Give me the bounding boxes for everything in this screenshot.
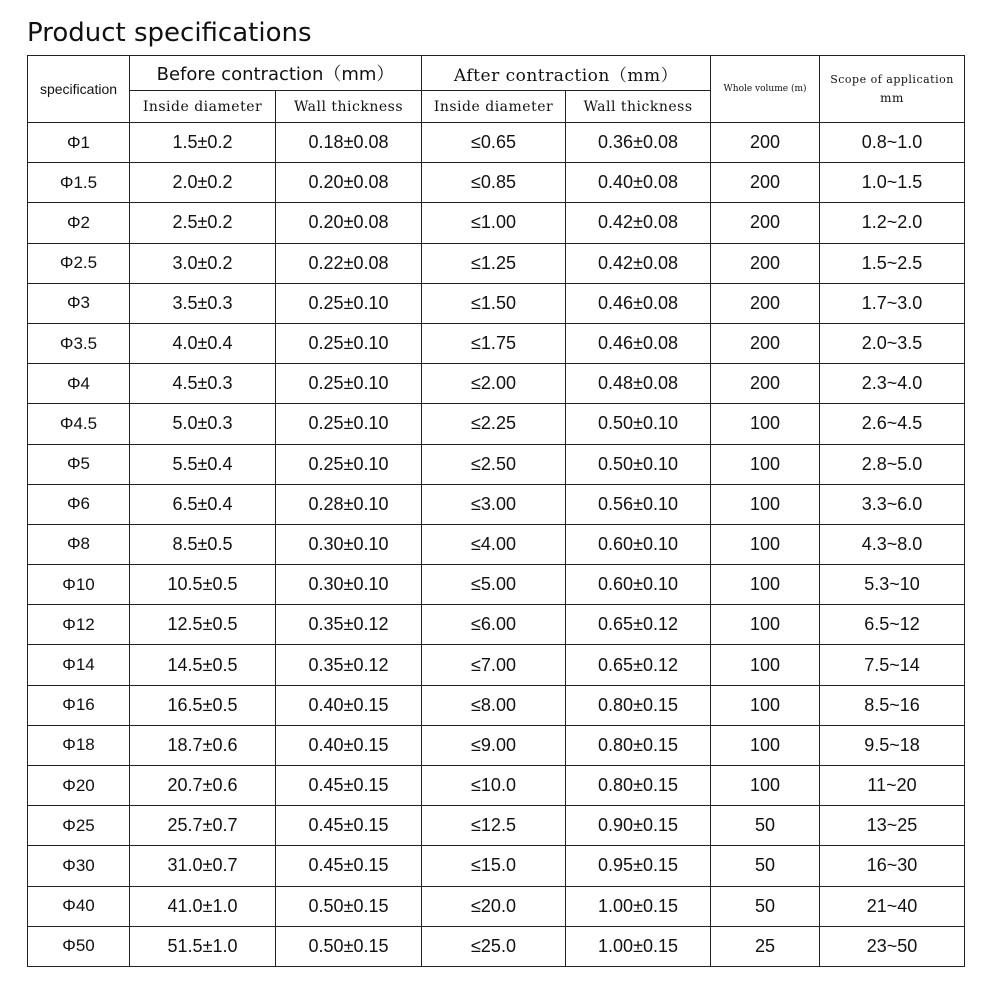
- table-row: [28, 243, 965, 283]
- cell-before-wall-thickness: 0.35±0.12: [276, 605, 422, 645]
- cell-before-inside-diameter: 5.0±0.3: [130, 404, 276, 444]
- cell-after-inside-diameter: ≤2.25: [422, 404, 566, 444]
- cell-specification: Φ10: [28, 565, 130, 605]
- cell-after-wall-thickness: 0.90±0.15: [566, 806, 711, 846]
- cell-specification: Φ18: [28, 725, 130, 765]
- cell-scope-of-application: 0.8~1.0: [820, 123, 965, 163]
- cell-whole-volume: 100: [711, 524, 820, 564]
- cell-after-wall-thickness: 0.46±0.08: [566, 323, 711, 363]
- cell-whole-volume: 200: [711, 163, 820, 203]
- cell-whole-volume: 100: [711, 645, 820, 685]
- cell-scope-of-application: 2.8~5.0: [820, 444, 965, 484]
- table-row: [28, 203, 965, 243]
- cell-before-wall-thickness: 0.28±0.10: [276, 484, 422, 524]
- cell-whole-volume: 25: [711, 926, 820, 966]
- cell-whole-volume: 100: [711, 725, 820, 765]
- header-after-wall-thickness: Wall thickness: [566, 91, 711, 123]
- cell-whole-volume: 100: [711, 685, 820, 725]
- cell-before-wall-thickness: 0.45±0.15: [276, 806, 422, 846]
- cell-after-inside-diameter: ≤4.00: [422, 524, 566, 564]
- cell-after-wall-thickness: 0.40±0.08: [566, 163, 711, 203]
- cell-after-inside-diameter: ≤3.00: [422, 484, 566, 524]
- cell-whole-volume: 50: [711, 806, 820, 846]
- cell-specification: Φ2: [28, 203, 130, 243]
- cell-scope-of-application: 5.3~10: [820, 565, 965, 605]
- cell-specification: Φ50: [28, 926, 130, 966]
- cell-scope-of-application: 1.7~3.0: [820, 283, 965, 323]
- cell-scope-of-application: 7.5~14: [820, 645, 965, 685]
- cell-scope-of-application: 16~30: [820, 846, 965, 886]
- table-row: [28, 605, 965, 645]
- cell-before-inside-diameter: 5.5±0.4: [130, 444, 276, 484]
- cell-scope-of-application: 6.5~12: [820, 605, 965, 645]
- cell-specification: Φ30: [28, 846, 130, 886]
- cell-after-wall-thickness: 1.00±0.15: [566, 886, 711, 926]
- cell-specification: Φ4.5: [28, 404, 130, 444]
- cell-scope-of-application: 3.3~6.0: [820, 484, 965, 524]
- cell-before-wall-thickness: 0.50±0.15: [276, 886, 422, 926]
- cell-after-wall-thickness: 0.36±0.08: [566, 123, 711, 163]
- spec-table-body: [28, 123, 965, 967]
- cell-specification: Φ5: [28, 444, 130, 484]
- cell-before-inside-diameter: 20.7±0.6: [130, 766, 276, 806]
- cell-before-inside-diameter: 3.5±0.3: [130, 283, 276, 323]
- cell-after-inside-diameter: ≤25.0: [422, 926, 566, 966]
- cell-before-inside-diameter: 10.5±0.5: [130, 565, 276, 605]
- header-scope-of-application: [820, 56, 965, 123]
- header-after-inside-diameter: Inside diameter: [422, 91, 566, 123]
- cell-before-inside-diameter: 14.5±0.5: [130, 645, 276, 685]
- cell-after-inside-diameter: ≤1.25: [422, 243, 566, 283]
- cell-after-inside-diameter: ≤1.75: [422, 323, 566, 363]
- cell-before-wall-thickness: 0.30±0.10: [276, 524, 422, 564]
- cell-specification: Φ12: [28, 605, 130, 645]
- table-row: [28, 323, 965, 363]
- cell-after-inside-diameter: ≤7.00: [422, 645, 566, 685]
- cell-specification: Φ3.5: [28, 323, 130, 363]
- cell-after-wall-thickness: 0.56±0.10: [566, 484, 711, 524]
- cell-after-inside-diameter: ≤15.0: [422, 846, 566, 886]
- cell-before-inside-diameter: 41.0±1.0: [130, 886, 276, 926]
- cell-before-inside-diameter: 1.5±0.2: [130, 123, 276, 163]
- cell-specification: Φ4: [28, 364, 130, 404]
- cell-before-wall-thickness: 0.20±0.08: [276, 163, 422, 203]
- cell-whole-volume: 200: [711, 283, 820, 323]
- header-scope-label: Scope of application: [830, 73, 954, 86]
- cell-whole-volume: 200: [711, 203, 820, 243]
- cell-before-wall-thickness: 0.40±0.15: [276, 685, 422, 725]
- cell-before-wall-thickness: 0.20±0.08: [276, 203, 422, 243]
- cell-scope-of-application: 1.5~2.5: [820, 243, 965, 283]
- cell-specification: Φ3: [28, 283, 130, 323]
- cell-before-inside-diameter: 2.0±0.2: [130, 163, 276, 203]
- cell-before-inside-diameter: 51.5±1.0: [130, 926, 276, 966]
- table-row: [28, 283, 965, 323]
- header-before-inside-diameter: Inside diameter: [130, 91, 276, 123]
- cell-before-wall-thickness: 0.40±0.15: [276, 725, 422, 765]
- cell-after-inside-diameter: ≤1.00: [422, 203, 566, 243]
- cell-before-wall-thickness: 0.25±0.10: [276, 444, 422, 484]
- cell-after-wall-thickness: 0.42±0.08: [566, 203, 711, 243]
- cell-before-wall-thickness: 0.25±0.10: [276, 283, 422, 323]
- cell-scope-of-application: 13~25: [820, 806, 965, 846]
- cell-after-inside-diameter: ≤0.65: [422, 123, 566, 163]
- cell-whole-volume: 100: [711, 565, 820, 605]
- cell-before-wall-thickness: 0.45±0.15: [276, 846, 422, 886]
- cell-before-inside-diameter: 6.5±0.4: [130, 484, 276, 524]
- cell-before-inside-diameter: 25.7±0.7: [130, 806, 276, 846]
- cell-before-inside-diameter: 8.5±0.5: [130, 524, 276, 564]
- table-row: [28, 123, 965, 163]
- cell-whole-volume: 100: [711, 605, 820, 645]
- cell-specification: Φ1.5: [28, 163, 130, 203]
- cell-before-wall-thickness: 0.50±0.15: [276, 926, 422, 966]
- cell-before-inside-diameter: 4.0±0.4: [130, 323, 276, 363]
- cell-specification: Φ14: [28, 645, 130, 685]
- cell-after-inside-diameter: ≤2.50: [422, 444, 566, 484]
- table-row: [28, 685, 965, 725]
- cell-before-wall-thickness: 0.22±0.08: [276, 243, 422, 283]
- header-before-contraction: Before contraction（mm）: [130, 56, 422, 91]
- header-after-contraction: After contraction（mm）: [422, 56, 711, 91]
- cell-after-wall-thickness: 0.50±0.10: [566, 444, 711, 484]
- table-row: [28, 645, 965, 685]
- table-row: [28, 364, 965, 404]
- cell-after-wall-thickness: 0.50±0.10: [566, 404, 711, 444]
- cell-before-inside-diameter: 3.0±0.2: [130, 243, 276, 283]
- cell-scope-of-application: 2.3~4.0: [820, 364, 965, 404]
- cell-before-wall-thickness: 0.30±0.10: [276, 565, 422, 605]
- cell-specification: Φ1: [28, 123, 130, 163]
- cell-after-wall-thickness: 0.48±0.08: [566, 364, 711, 404]
- table-row: [28, 926, 965, 966]
- cell-scope-of-application: 2.6~4.5: [820, 404, 965, 444]
- cell-scope-of-application: 4.3~8.0: [820, 524, 965, 564]
- cell-after-wall-thickness: 0.42±0.08: [566, 243, 711, 283]
- cell-after-wall-thickness: 0.80±0.15: [566, 725, 711, 765]
- cell-whole-volume: 50: [711, 886, 820, 926]
- table-row: [28, 565, 965, 605]
- cell-whole-volume: 100: [711, 484, 820, 524]
- cell-after-inside-diameter: ≤2.00: [422, 364, 566, 404]
- cell-after-wall-thickness: 0.80±0.15: [566, 685, 711, 725]
- cell-before-inside-diameter: 18.7±0.6: [130, 725, 276, 765]
- table-row: [28, 806, 965, 846]
- spec-table: [27, 55, 965, 967]
- page-title: Product specifications: [27, 18, 312, 48]
- cell-specification: Φ16: [28, 685, 130, 725]
- cell-scope-of-application: 9.5~18: [820, 725, 965, 765]
- cell-after-wall-thickness: 0.80±0.15: [566, 766, 711, 806]
- cell-whole-volume: 100: [711, 444, 820, 484]
- table-row: [28, 766, 965, 806]
- table-row: [28, 524, 965, 564]
- cell-specification: Φ8: [28, 524, 130, 564]
- cell-before-inside-diameter: 12.5±0.5: [130, 605, 276, 645]
- cell-specification: Φ40: [28, 886, 130, 926]
- cell-specification: Φ25: [28, 806, 130, 846]
- cell-before-wall-thickness: 0.25±0.10: [276, 364, 422, 404]
- header-before-wall-thickness: Wall thickness: [276, 91, 422, 123]
- cell-scope-of-application: 23~50: [820, 926, 965, 966]
- cell-before-wall-thickness: 0.18±0.08: [276, 123, 422, 163]
- table-row: [28, 725, 965, 765]
- cell-whole-volume: 200: [711, 243, 820, 283]
- table-row: [28, 846, 965, 886]
- cell-scope-of-application: 1.0~1.5: [820, 163, 965, 203]
- cell-after-inside-diameter: ≤20.0: [422, 886, 566, 926]
- cell-scope-of-application: 11~20: [820, 766, 965, 806]
- table-row: [28, 444, 965, 484]
- cell-before-wall-thickness: 0.45±0.15: [276, 766, 422, 806]
- cell-after-inside-diameter: ≤5.00: [422, 565, 566, 605]
- cell-after-wall-thickness: 0.60±0.10: [566, 565, 711, 605]
- cell-before-wall-thickness: 0.35±0.12: [276, 645, 422, 685]
- table-row: [28, 163, 965, 203]
- cell-whole-volume: 100: [711, 766, 820, 806]
- cell-before-inside-diameter: 16.5±0.5: [130, 685, 276, 725]
- table-row: [28, 484, 965, 524]
- cell-specification: Φ20: [28, 766, 130, 806]
- cell-after-wall-thickness: 0.46±0.08: [566, 283, 711, 323]
- cell-before-wall-thickness: 0.25±0.10: [276, 404, 422, 444]
- cell-specification: Φ6: [28, 484, 130, 524]
- cell-after-inside-diameter: ≤12.5: [422, 806, 566, 846]
- header-specification: specification: [28, 56, 130, 123]
- cell-after-wall-thickness: 1.00±0.15: [566, 926, 711, 966]
- cell-scope-of-application: 21~40: [820, 886, 965, 926]
- cell-after-inside-diameter: ≤6.00: [422, 605, 566, 645]
- header-scope-unit: mm: [880, 91, 904, 105]
- cell-whole-volume: 200: [711, 123, 820, 163]
- cell-scope-of-application: 2.0~3.5: [820, 323, 965, 363]
- cell-whole-volume: 200: [711, 364, 820, 404]
- cell-before-inside-diameter: 2.5±0.2: [130, 203, 276, 243]
- cell-after-inside-diameter: ≤1.50: [422, 283, 566, 323]
- cell-whole-volume: 100: [711, 404, 820, 444]
- cell-after-wall-thickness: 0.95±0.15: [566, 846, 711, 886]
- cell-scope-of-application: 1.2~2.0: [820, 203, 965, 243]
- cell-after-inside-diameter: ≤10.0: [422, 766, 566, 806]
- table-row: [28, 886, 965, 926]
- cell-after-inside-diameter: ≤9.00: [422, 725, 566, 765]
- cell-after-wall-thickness: 0.65±0.12: [566, 605, 711, 645]
- cell-before-wall-thickness: 0.25±0.10: [276, 323, 422, 363]
- cell-before-inside-diameter: 4.5±0.3: [130, 364, 276, 404]
- cell-whole-volume: 200: [711, 323, 820, 363]
- cell-after-wall-thickness: 0.60±0.10: [566, 524, 711, 564]
- cell-whole-volume: 50: [711, 846, 820, 886]
- cell-after-inside-diameter: ≤8.00: [422, 685, 566, 725]
- header-whole-volume: Whole volume (m): [711, 56, 820, 123]
- table-row: [28, 404, 965, 444]
- cell-scope-of-application: 8.5~16: [820, 685, 965, 725]
- cell-after-wall-thickness: 0.65±0.12: [566, 645, 711, 685]
- cell-specification: Φ2.5: [28, 243, 130, 283]
- cell-after-inside-diameter: ≤0.85: [422, 163, 566, 203]
- cell-before-inside-diameter: 31.0±0.7: [130, 846, 276, 886]
